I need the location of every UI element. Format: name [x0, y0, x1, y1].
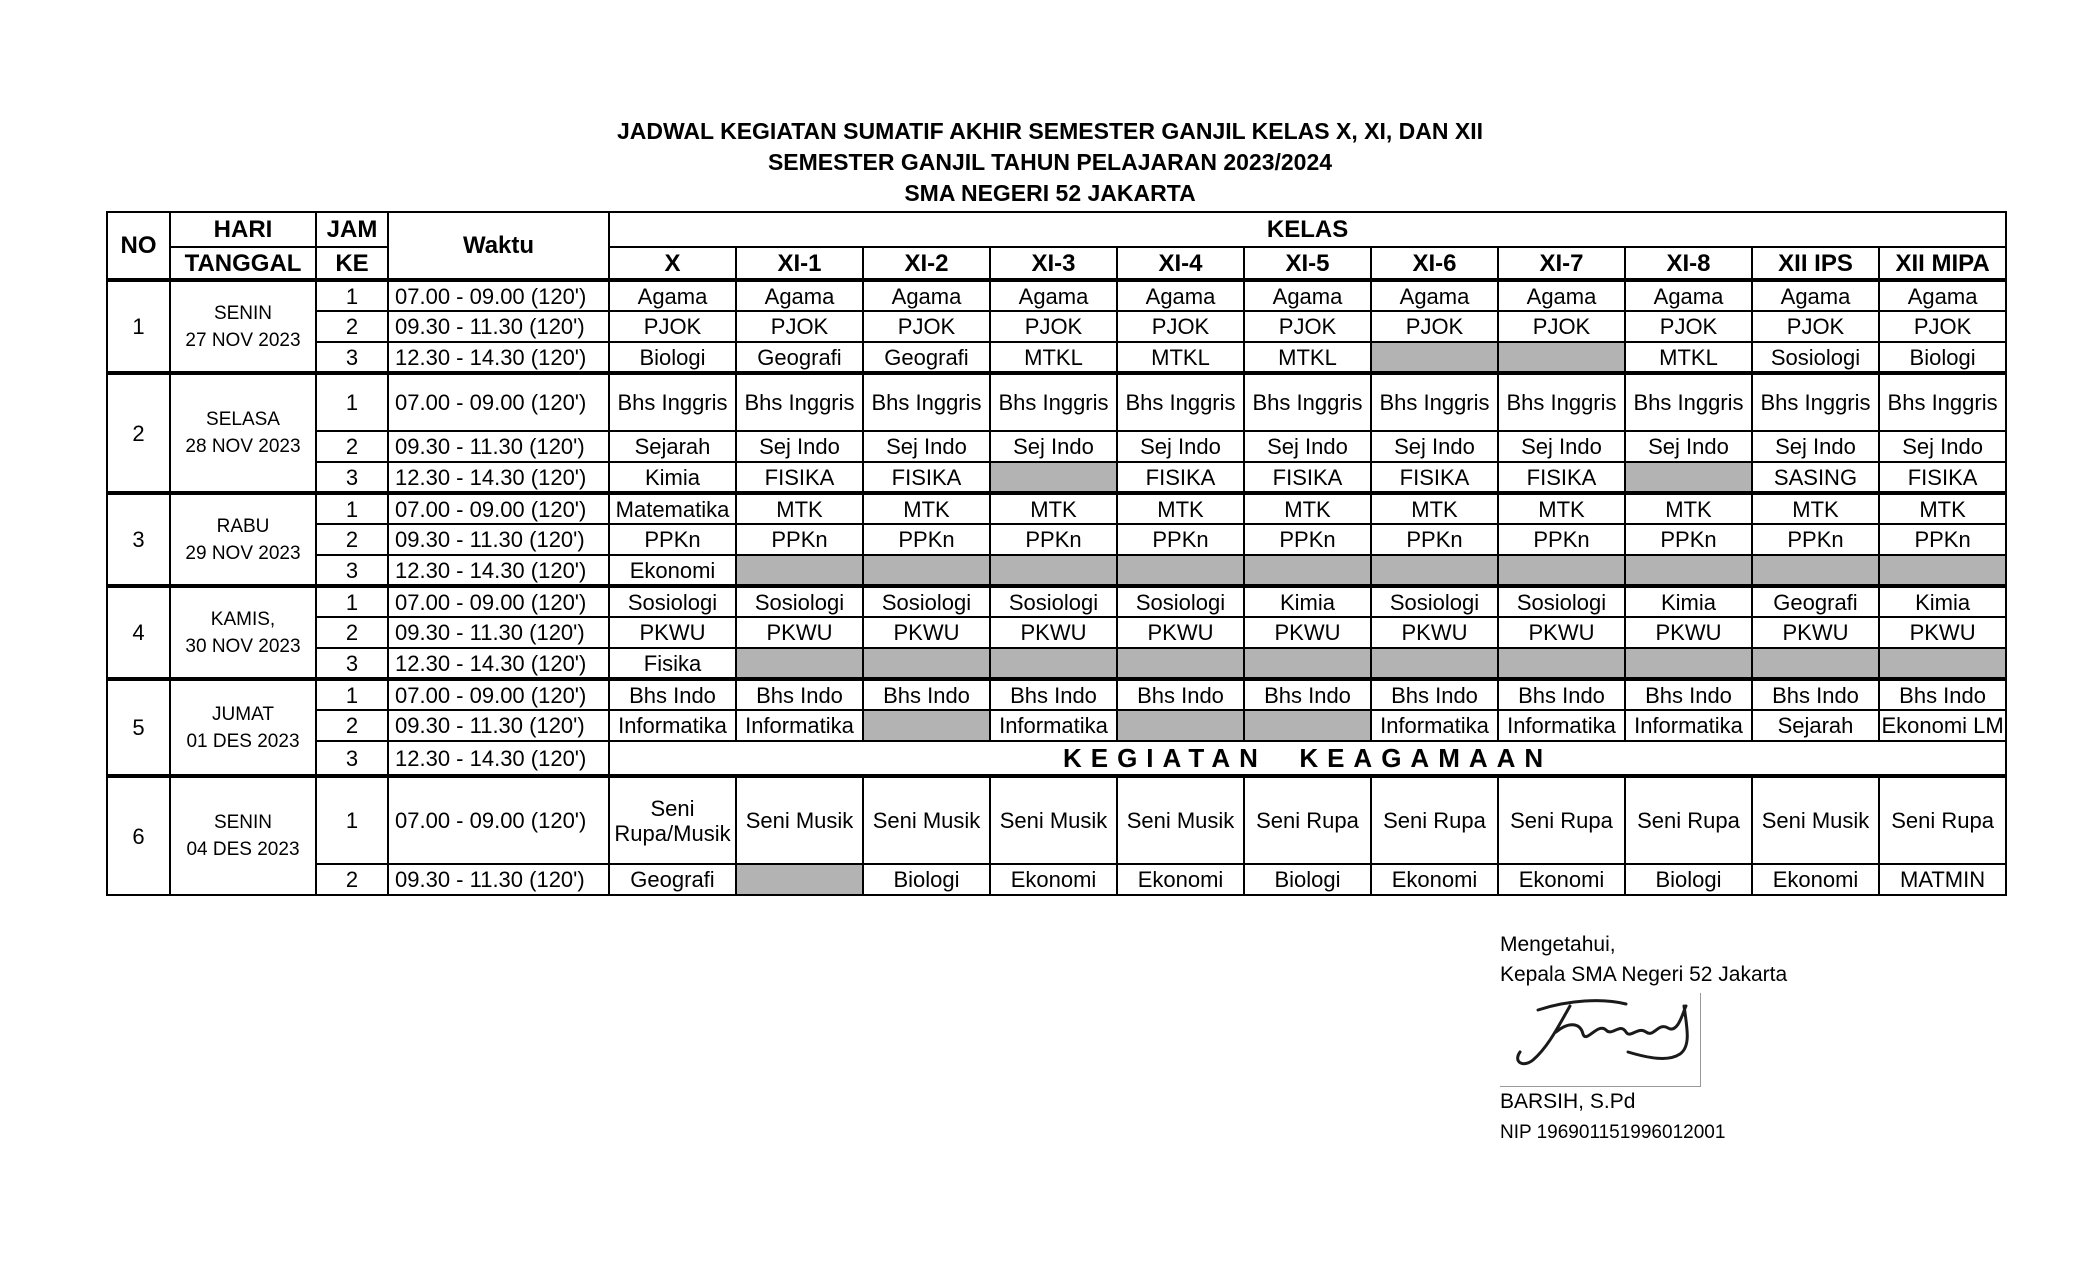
table-row [107, 710, 2006, 741]
subject-cell: PJOK [1371, 311, 1498, 342]
subject-cell: Bhs Inggris [1498, 373, 1625, 431]
subject-cell: Sosiologi [736, 586, 863, 617]
jam-ke: 1 [316, 679, 388, 710]
subject-cell: PPKn [990, 524, 1117, 555]
empty-cell [863, 555, 990, 586]
day-number: 1 [107, 280, 170, 373]
subject-cell: Sej Indo [1625, 431, 1752, 462]
subject-cell: Bhs Inggris [1625, 373, 1752, 431]
jam-ke: 2 [316, 710, 388, 741]
subject-cell: Agama [1752, 280, 1879, 311]
subject-cell: Bhs Inggris [1117, 373, 1244, 431]
subject-cell: Agama [1117, 280, 1244, 311]
day-date: 30 NOV 2023 [185, 635, 301, 657]
subject-cell: Biologi [1625, 864, 1752, 895]
subject-cell: Sej Indo [1244, 431, 1371, 462]
waktu: 09.30 - 11.30 (120') [388, 311, 609, 342]
subject-cell: Agama [1498, 280, 1625, 311]
subject-cell: Ekonomi LM [1879, 710, 2006, 741]
empty-cell [1879, 555, 2006, 586]
subject-cell: MTK [1625, 493, 1752, 524]
subject-cell: Kimia [1244, 586, 1371, 617]
subject-cell: Bhs Inggris [1879, 373, 2006, 431]
jam-ke: 1 [316, 280, 388, 311]
day-date-cell [170, 493, 316, 586]
subject-cell: Sej Indo [1117, 431, 1244, 462]
subject-cell: Biologi [1244, 864, 1371, 895]
col-header-hari: HARI [170, 212, 316, 247]
day-number: 4 [107, 586, 170, 679]
col-header-class: XI-2 [863, 247, 990, 280]
empty-cell [1371, 342, 1498, 373]
waktu: 07.00 - 09.00 (120') [388, 493, 609, 524]
subject-cell: PPKn [736, 524, 863, 555]
subject-cell: Seni Rupa/Musik [609, 776, 736, 864]
subject-cell: PKWU [1498, 617, 1625, 648]
signatory-nip: NIP 196901151996012001 [1500, 1122, 1726, 1143]
subject-cell: Sosiologi [1371, 586, 1498, 617]
subject-cell: Bhs Inggris [863, 373, 990, 431]
day-date: 01 DES 2023 [186, 730, 300, 752]
waktu: 12.30 - 14.30 (120') [388, 555, 609, 586]
empty-cell [863, 710, 990, 741]
col-header-class: X [609, 247, 736, 280]
col-header-class: XI-3 [990, 247, 1117, 280]
waktu: 09.30 - 11.30 (120') [388, 524, 609, 555]
subject-cell: PJOK [990, 311, 1117, 342]
subject-cell: MTKL [990, 342, 1117, 373]
empty-cell [1625, 648, 1752, 679]
subject-cell: PKWU [1371, 617, 1498, 648]
subject-cell: Bhs Inggris [990, 373, 1117, 431]
subject-cell: Kimia [1625, 586, 1752, 617]
subject-cell: Informatika [1498, 710, 1625, 741]
subject-cell: Sej Indo [1371, 431, 1498, 462]
waktu: 09.30 - 11.30 (120') [388, 617, 609, 648]
subject-cell: MTKL [1117, 342, 1244, 373]
schedule-table [106, 211, 2007, 896]
col-header-class: XI-7 [1498, 247, 1625, 280]
signatory-name: BARSIH, S.Pd [1500, 1090, 1636, 1113]
day-number: 3 [107, 493, 170, 586]
subject-cell: MTK [990, 493, 1117, 524]
subject-cell: Seni Musik [1752, 776, 1879, 864]
col-header-tanggal: TANGGAL [170, 247, 316, 280]
table-row [107, 373, 2006, 431]
subject-cell: PKWU [1244, 617, 1371, 648]
subject-cell: Bhs Indo [1752, 679, 1879, 710]
sub-title: SEMESTER GANJIL TAHUN PELAJARAN 2023/2024 [767, 149, 1333, 175]
col-header-class: XII IPS [1752, 247, 1879, 280]
subject-cell: Bhs Inggris [1752, 373, 1879, 431]
empty-cell [736, 648, 863, 679]
subject-cell: Informatika [736, 710, 863, 741]
subject-cell: Bhs Indo [1498, 679, 1625, 710]
col-header-class: XI-8 [1625, 247, 1752, 280]
subject-cell: PPKn [1244, 524, 1371, 555]
subject-cell: Bhs Indo [1625, 679, 1752, 710]
day-number: 5 [107, 679, 170, 776]
jam-ke: 3 [316, 741, 388, 776]
subject-cell: PJOK [1244, 311, 1371, 342]
subject-cell: MTK [1244, 493, 1371, 524]
subject-cell: Sej Indo [990, 431, 1117, 462]
empty-cell [1244, 710, 1371, 741]
subject-cell: Seni Musik [1117, 776, 1244, 864]
waktu: 09.30 - 11.30 (120') [388, 431, 609, 462]
empty-cell [1244, 555, 1371, 586]
subject-cell: PPKn [1625, 524, 1752, 555]
day-date-cell [170, 776, 316, 895]
subject-cell: FISIKA [1371, 462, 1498, 493]
subject-cell: PJOK [1752, 311, 1879, 342]
day-date: 29 NOV 2023 [185, 542, 301, 564]
subject-cell: Informatika [990, 710, 1117, 741]
subject-cell: Agama [990, 280, 1117, 311]
signature-position: Kepala SMA Negeri 52 Jakarta [1500, 963, 1788, 986]
col-header-kelas: KELAS [609, 212, 2006, 247]
waktu: 09.30 - 11.30 (120') [388, 864, 609, 895]
subject-cell: MTK [1498, 493, 1625, 524]
subject-cell: MTKL [1244, 342, 1371, 373]
day-number: 2 [107, 373, 170, 493]
subject-cell: Kimia [1879, 586, 2006, 617]
subject-cell: MTK [736, 493, 863, 524]
subject-cell: MTK [1371, 493, 1498, 524]
subject-cell: Bhs Inggris [1371, 373, 1498, 431]
subject-cell: Informatika [1625, 710, 1752, 741]
col-header-waktu: Waktu [388, 212, 609, 280]
subject-cell: Sosiologi [863, 586, 990, 617]
empty-cell [1244, 648, 1371, 679]
jam-ke: 2 [316, 311, 388, 342]
jam-ke: 2 [316, 431, 388, 462]
day-name: SENIN [213, 302, 273, 324]
subject-cell: Sosiologi [1498, 586, 1625, 617]
table-row [107, 864, 2006, 895]
table-row [107, 586, 2006, 617]
day-number: 6 [107, 776, 170, 895]
subject-cell: Bhs Indo [1371, 679, 1498, 710]
subject-cell: Geografi [863, 342, 990, 373]
subject-cell: Sejarah [1752, 710, 1879, 741]
subject-cell: Sosiologi [1752, 342, 1879, 373]
table-row [107, 311, 2006, 342]
subject-cell: MATMIN [1879, 864, 2006, 895]
subject-cell: Sej Indo [1752, 431, 1879, 462]
subject-cell: Geografi [736, 342, 863, 373]
subject-cell: PPKn [863, 524, 990, 555]
waktu: 12.30 - 14.30 (120') [388, 648, 609, 679]
subject-cell: Informatika [609, 710, 736, 741]
main-title: JADWAL KEGIATAN SUMATIF AKHIR SEMESTER GANJIL KELAS X, XI, DAN XII [617, 118, 1483, 144]
signature-mengetahui: Mengetahui, [1500, 933, 1616, 956]
subject-cell: PPKn [1752, 524, 1879, 555]
day-name: KAMIS, [210, 608, 276, 630]
empty-cell [990, 648, 1117, 679]
subject-cell: Bhs Indo [1244, 679, 1371, 710]
empty-cell [990, 555, 1117, 586]
empty-cell [1498, 342, 1625, 373]
subject-cell: Bhs Indo [990, 679, 1117, 710]
empty-cell [736, 864, 863, 895]
subject-cell: Seni Rupa [1498, 776, 1625, 864]
table-row [107, 431, 2006, 462]
subject-cell: Biologi [863, 864, 990, 895]
jam-ke: 1 [316, 776, 388, 864]
waktu: 12.30 - 14.30 (120') [388, 741, 609, 776]
col-header-jam: JAM [316, 212, 388, 247]
empty-cell [1625, 555, 1752, 586]
subject-cell: PKWU [609, 617, 736, 648]
table-row [107, 741, 2006, 776]
subject-cell: Sej Indo [1498, 431, 1625, 462]
col-header-ke: KE [316, 247, 388, 280]
subject-cell: MTK [1752, 493, 1879, 524]
subject-cell: PKWU [1879, 617, 2006, 648]
header-row-1 [107, 212, 2006, 247]
subject-cell: PPKn [1879, 524, 2006, 555]
empty-cell [1117, 555, 1244, 586]
table-row [107, 280, 2006, 311]
jam-ke: 2 [316, 524, 388, 555]
subject-cell: MTK [863, 493, 990, 524]
subject-cell: Agama [1879, 280, 2006, 311]
subject-cell: PKWU [736, 617, 863, 648]
subject-cell: PKWU [990, 617, 1117, 648]
subject-cell: PJOK [736, 311, 863, 342]
empty-cell [1752, 648, 1879, 679]
subject-cell: Bhs Inggris [609, 373, 736, 431]
empty-cell [1498, 555, 1625, 586]
day-date: 28 NOV 2023 [185, 436, 301, 457]
subject-cell: Ekonomi [609, 555, 736, 586]
subject-cell: Kimia [609, 462, 736, 493]
subject-cell: Ekonomi [1752, 864, 1879, 895]
subject-cell: PJOK [1625, 311, 1752, 342]
empty-cell [1752, 555, 1879, 586]
day-date: 04 DES 2023 [186, 839, 300, 860]
subject-cell: Bhs Indo [1117, 679, 1244, 710]
subject-cell: Sej Indo [736, 431, 863, 462]
subject-cell: Agama [1244, 280, 1371, 311]
day-name: RABU [216, 515, 270, 537]
subject-cell: Sosiologi [990, 586, 1117, 617]
subject-cell: Bhs Indo [736, 679, 863, 710]
empty-cell [1371, 648, 1498, 679]
empty-cell [1117, 710, 1244, 741]
jam-ke: 1 [316, 493, 388, 524]
subject-cell: Informatika [1371, 710, 1498, 741]
subject-cell: Ekonomi [990, 864, 1117, 895]
table-row [107, 462, 2006, 493]
subject-cell: Bhs Indo [1879, 679, 2006, 710]
subject-cell: Seni Musik [990, 776, 1117, 864]
subject-cell: Matematika [609, 493, 736, 524]
table-row [107, 342, 2006, 373]
subject-cell: Biologi [609, 342, 736, 373]
subject-cell: PJOK [1879, 311, 2006, 342]
subject-cell: Bhs Inggris [736, 373, 863, 431]
subject-cell: Sosiologi [609, 586, 736, 617]
waktu: 07.00 - 09.00 (120') [388, 776, 609, 864]
subject-cell: Ekonomi [1117, 864, 1244, 895]
day-name: SENIN [213, 812, 273, 833]
subject-cell: PJOK [1498, 311, 1625, 342]
subject-cell: SASING [1752, 462, 1879, 493]
schedule-body [107, 280, 2006, 895]
subject-cell: PPKn [1498, 524, 1625, 555]
table-row [107, 617, 2006, 648]
subject-cell: PKWU [1752, 617, 1879, 648]
jam-ke: 3 [316, 462, 388, 493]
empty-cell [1371, 555, 1498, 586]
col-header-class: XI-1 [736, 247, 863, 280]
subject-cell: Seni Rupa [1371, 776, 1498, 864]
subject-cell: Seni Rupa [1879, 776, 2006, 864]
subject-cell: PPKn [609, 524, 736, 555]
subject-cell: Seni Musik [863, 776, 990, 864]
subject-cell: Sosiologi [1117, 586, 1244, 617]
subject-cell: Agama [1625, 280, 1752, 311]
subject-cell: MTKL [1625, 342, 1752, 373]
waktu: 07.00 - 09.00 (120') [388, 373, 609, 431]
col-header-class: XI-5 [1244, 247, 1371, 280]
waktu: 12.30 - 14.30 (120') [388, 462, 609, 493]
empty-cell [1625, 462, 1752, 493]
table-row [107, 776, 2006, 864]
jam-ke: 3 [316, 342, 388, 373]
subject-cell: Seni Musik [736, 776, 863, 864]
subject-cell: MTK [1879, 493, 2006, 524]
day-name: JUMAT [212, 703, 274, 725]
subject-cell: Bhs Indo [609, 679, 736, 710]
day-date: 27 NOV 2023 [185, 329, 301, 351]
subject-cell: Bhs Inggris [1244, 373, 1371, 431]
jam-ke: 1 [316, 373, 388, 431]
subject-cell: FISIKA [1244, 462, 1371, 493]
subject-cell: Ekonomi [1371, 864, 1498, 895]
subject-cell: PKWU [1117, 617, 1244, 648]
merged-activity: KEGIATAN KEAGAMAAN [609, 741, 2006, 776]
empty-cell [1117, 648, 1244, 679]
waktu: 07.00 - 09.00 (120') [388, 586, 609, 617]
day-date-cell [170, 373, 316, 493]
subject-cell: Sej Indo [1879, 431, 2006, 462]
subject-cell: PPKn [1371, 524, 1498, 555]
subject-cell: Agama [736, 280, 863, 311]
empty-cell [863, 648, 990, 679]
subject-cell: Agama [863, 280, 990, 311]
subject-cell: Bhs Indo [863, 679, 990, 710]
school-title: SMA NEGERI 52 JAKARTA [904, 180, 1196, 206]
handwritten-signature [1508, 992, 1698, 1072]
waktu: 09.30 - 11.30 (120') [388, 710, 609, 741]
subject-cell: PKWU [863, 617, 990, 648]
empty-cell [990, 462, 1117, 493]
jam-ke: 2 [316, 617, 388, 648]
subject-cell: PKWU [1625, 617, 1752, 648]
subject-cell: Agama [609, 280, 736, 311]
subject-cell: Seni Rupa [1625, 776, 1752, 864]
subject-cell: Geografi [609, 864, 736, 895]
waktu: 12.30 - 14.30 (120') [388, 342, 609, 373]
col-header-no: NO [107, 212, 170, 280]
subject-cell: Ekonomi [1498, 864, 1625, 895]
subject-cell: Sejarah [609, 431, 736, 462]
subject-cell: PPKn [1117, 524, 1244, 555]
waktu: 07.00 - 09.00 (120') [388, 679, 609, 710]
subject-cell: Agama [1371, 280, 1498, 311]
table-row [107, 524, 2006, 555]
subject-cell: Geografi [1752, 586, 1879, 617]
table-row [107, 493, 2006, 524]
subject-cell: FISIKA [863, 462, 990, 493]
day-date-cell [170, 679, 316, 776]
subject-cell: Sej Indo [863, 431, 990, 462]
subject-cell: FISIKA [1498, 462, 1625, 493]
subject-cell: PJOK [863, 311, 990, 342]
subject-cell: Seni Rupa [1244, 776, 1371, 864]
table-row [107, 679, 2006, 710]
subject-cell: MTK [1117, 493, 1244, 524]
subject-cell: PJOK [1117, 311, 1244, 342]
empty-cell [736, 555, 863, 586]
subject-cell: FISIKA [736, 462, 863, 493]
waktu: 07.00 - 09.00 (120') [388, 280, 609, 311]
col-header-class: XI-4 [1117, 247, 1244, 280]
col-header-class: XI-6 [1371, 247, 1498, 280]
day-name: SELASA [206, 409, 280, 430]
subject-cell: PJOK [609, 311, 736, 342]
day-date-cell [170, 586, 316, 679]
day-date-cell [170, 280, 316, 373]
subject-cell: FISIKA [1879, 462, 2006, 493]
col-header-class: XII MIPA [1879, 247, 2006, 280]
document-titles [0, 116, 2100, 209]
empty-cell [1879, 648, 2006, 679]
jam-ke: 3 [316, 555, 388, 586]
jam-ke: 2 [316, 864, 388, 895]
subject-cell: FISIKA [1117, 462, 1244, 493]
empty-cell [1498, 648, 1625, 679]
subject-cell: Biologi [1879, 342, 2006, 373]
table-row [107, 555, 2006, 586]
jam-ke: 1 [316, 586, 388, 617]
table-row [107, 648, 2006, 679]
jam-ke: 3 [316, 648, 388, 679]
subject-cell: Fisika [609, 648, 736, 679]
